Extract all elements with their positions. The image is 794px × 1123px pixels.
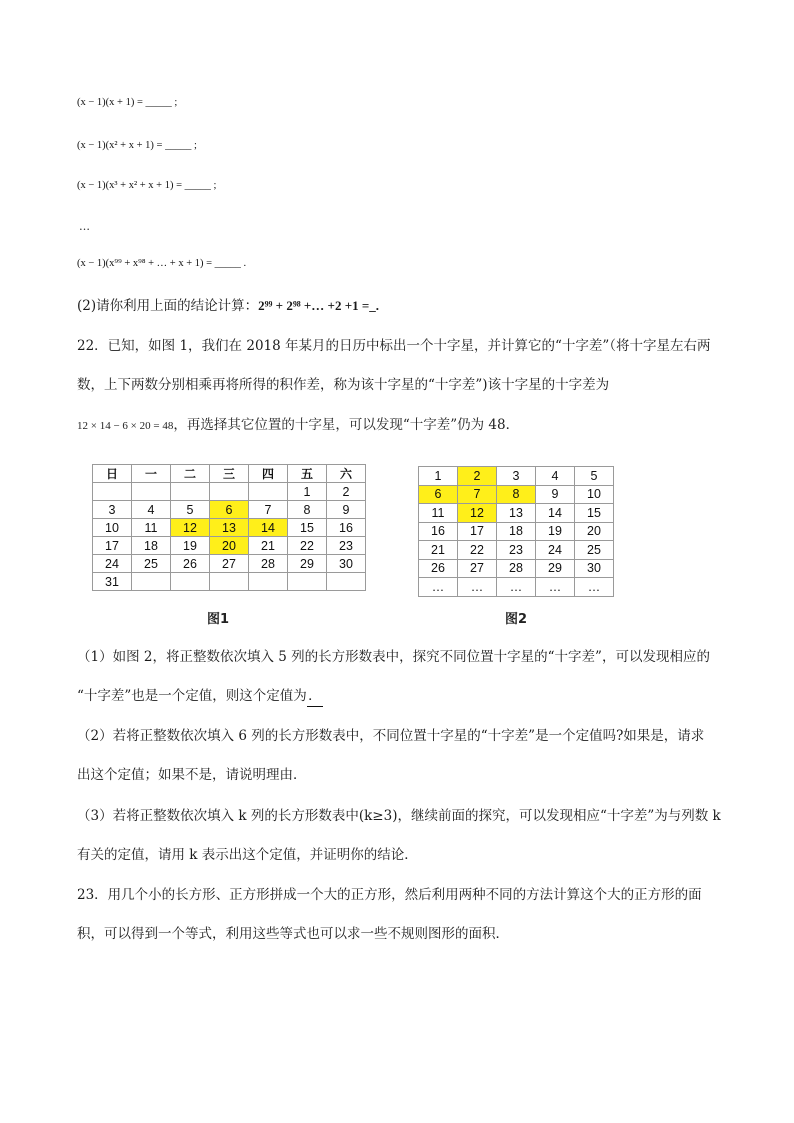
table-cell: 5 [575,467,614,486]
weekday-header: 四 [249,465,288,483]
q22-part1-line-1: （1）如图 2，将正整数依次填入 5 列的长方形数表中，探究不同位置十字星的“十字差”，可以发现相应的 [77,649,710,665]
calendar-cell [171,573,210,591]
q21-part2-prefix: (2)请你利用上面的结论计算： [77,298,259,314]
calendar-cell: 6 [210,501,249,519]
calendar-cell: 19 [171,537,210,555]
table-cell: 20 [575,522,614,541]
q23-line-2: 积，可以得到一个等式，利用这些等式也可以求一些不规则图形的面积． [77,926,509,942]
weekday-header: 二 [171,465,210,483]
calendar-cell: 9 [327,501,366,519]
calendar-cell: 16 [327,519,366,537]
calendar-cell: 23 [327,537,366,555]
formula-line-2: (x − 1)(x² + x + 1) = _____ ; [77,140,197,151]
calendar-cell [210,573,249,591]
q23-line-1: 23．用几个小的长方形、正方形拼成一个大的正方形，然后利用两种不同的方法计算这个大的正方形的面 [77,887,702,903]
table-cell: 15 [575,504,614,523]
calendar-cell: 13 [210,519,249,537]
calendar-cell: 2 [327,483,366,501]
formula-line-3: (x − 1)(x³ + x² + x + 1) = _____ ; [77,180,217,191]
table-cell: 24 [536,541,575,560]
calendar-header-row [93,465,366,483]
calendar-row [93,537,366,555]
table-cell: 14 [536,504,575,523]
q22-part3-line-1: （3）若将正整数依次填入 k 列的长方形数表中(k≥3)，继续前面的探究，可以发现相应“十字差”为与列数 k [77,808,721,824]
formula-line-4: (x − 1)(x⁹⁹ + x⁹⁸ + … + x + 1) = _____ . [77,258,247,269]
table-cell: 29 [536,559,575,578]
formula-ellipsis: … [79,220,90,233]
q22-part3-line-2: 有关的定值，请用 k 表示出这个定值，并证明你的结论． [77,847,418,863]
table-cell: … [575,578,614,597]
calendar-cell [132,483,171,501]
calendar-row [93,519,366,537]
calendar-cell: 27 [210,555,249,573]
table-cell: 10 [575,485,614,504]
calendar-cell: 3 [93,501,132,519]
q22-line-3-text: ，再选择其它位置的十字星，可以发现“十字差”仍为 48． [173,417,520,433]
q22-line-2: 数，上下两数分别相乘再将所得的积作差，称为该十字星的“十字差”)该十字星的十字差为 [77,377,610,393]
calendar-cell: 8 [288,501,327,519]
calendar-cell: 22 [288,537,327,555]
table-cell: … [419,578,458,597]
calendar-cell: 31 [93,573,132,591]
calendar-cell [249,573,288,591]
table-row [419,522,614,541]
number-table-figure-2 [418,466,614,597]
table-cell: 16 [419,522,458,541]
weekday-header: 五 [288,465,327,483]
table-cell: 19 [536,522,575,541]
calendar-cell [93,483,132,501]
table-cell: … [497,578,536,597]
table-cell: 28 [497,559,536,578]
calendar-row [93,483,366,501]
table-cell: 6 [419,485,458,504]
calendar-cell: 18 [132,537,171,555]
q22-part2-line-1: （2）若将正整数依次填入 6 列的长方形数表中，不同位置十字星的“十字差”是一个定值吗?如果是，请求 [77,728,705,744]
table-cell: 30 [575,559,614,578]
table-cell: 25 [575,541,614,560]
calendar-cell [171,483,210,501]
formula-line-1: (x − 1)(x + 1) = _____ ; [77,97,178,108]
table-cell: 2 [458,467,497,486]
answer-blank: ． [307,686,323,707]
table-cell: 4 [536,467,575,486]
q22-line-3 [77,413,519,433]
q22-part2-line-2: 出这个定值；如果不是，请说明理由． [77,767,307,783]
table-cell: 8 [497,485,536,504]
table-cell: 17 [458,522,497,541]
table-row [419,578,614,597]
calendar-cell: 20 [210,537,249,555]
weekday-header: 三 [210,465,249,483]
figure-1-caption: 图1 [207,612,230,627]
q22-equation: 12 × 14 − 6 × 20 = 48 [77,420,174,432]
table-cell: 18 [497,522,536,541]
figure-2-caption: 图2 [505,612,528,627]
calendar-cell: 7 [249,501,288,519]
calendar-cell: 28 [249,555,288,573]
calendar-cell [132,573,171,591]
calendar-cell: 17 [93,537,132,555]
calendar-cell: 15 [288,519,327,537]
weekday-header: 日 [93,465,132,483]
table-row [419,467,614,486]
calendar-cell: 30 [327,555,366,573]
calendar-cell: 11 [132,519,171,537]
q22-part1-text: “十字差”也是一个定值，则这个定值为 [77,688,307,704]
weekday-header: 六 [327,465,366,483]
calendar-cell: 29 [288,555,327,573]
table-cell: 7 [458,485,497,504]
table-cell: 27 [458,559,497,578]
calendar-figure-1 [92,464,366,591]
table-cell: … [458,578,497,597]
calendar-cell: 4 [132,501,171,519]
calendar-cell: 12 [171,519,210,537]
table-row [419,504,614,523]
q21-part2-expression: 2⁹⁹ + 2⁹⁸ +… +2 +1 =_. [258,298,380,313]
calendar-cell: 21 [249,537,288,555]
table-cell: … [536,578,575,597]
calendar-row [93,501,366,519]
table-row [419,541,614,560]
calendar-cell: 10 [93,519,132,537]
calendar-cell: 5 [171,501,210,519]
table-cell: 9 [536,485,575,504]
calendar-row [93,573,366,591]
table-cell: 22 [458,541,497,560]
table-cell: 23 [497,541,536,560]
table-cell: 3 [497,467,536,486]
calendar-cell [288,573,327,591]
calendar-cell: 14 [249,519,288,537]
calendar-cell: 1 [288,483,327,501]
calendar-cell [327,573,366,591]
calendar-cell: 25 [132,555,171,573]
table-cell: 12 [458,504,497,523]
table-row [419,485,614,504]
calendar-cell: 26 [171,555,210,573]
table-row [419,559,614,578]
calendar-row [93,555,366,573]
calendar-cell: 24 [93,555,132,573]
q21-part2 [77,296,379,316]
q22-line-1: 22．已知，如图 1，我们在 2018 年某月的日历中标出一个十字星，并计算它的“十字差”（将十字星左右两 [77,338,711,354]
table-cell: 11 [419,504,458,523]
q22-part1-line-2 [77,686,323,707]
table-cell: 21 [419,541,458,560]
calendar-cell [249,483,288,501]
calendar-cell [210,483,249,501]
table-cell: 13 [497,504,536,523]
table-cell: 26 [419,559,458,578]
table-cell: 1 [419,467,458,486]
weekday-header: 一 [132,465,171,483]
